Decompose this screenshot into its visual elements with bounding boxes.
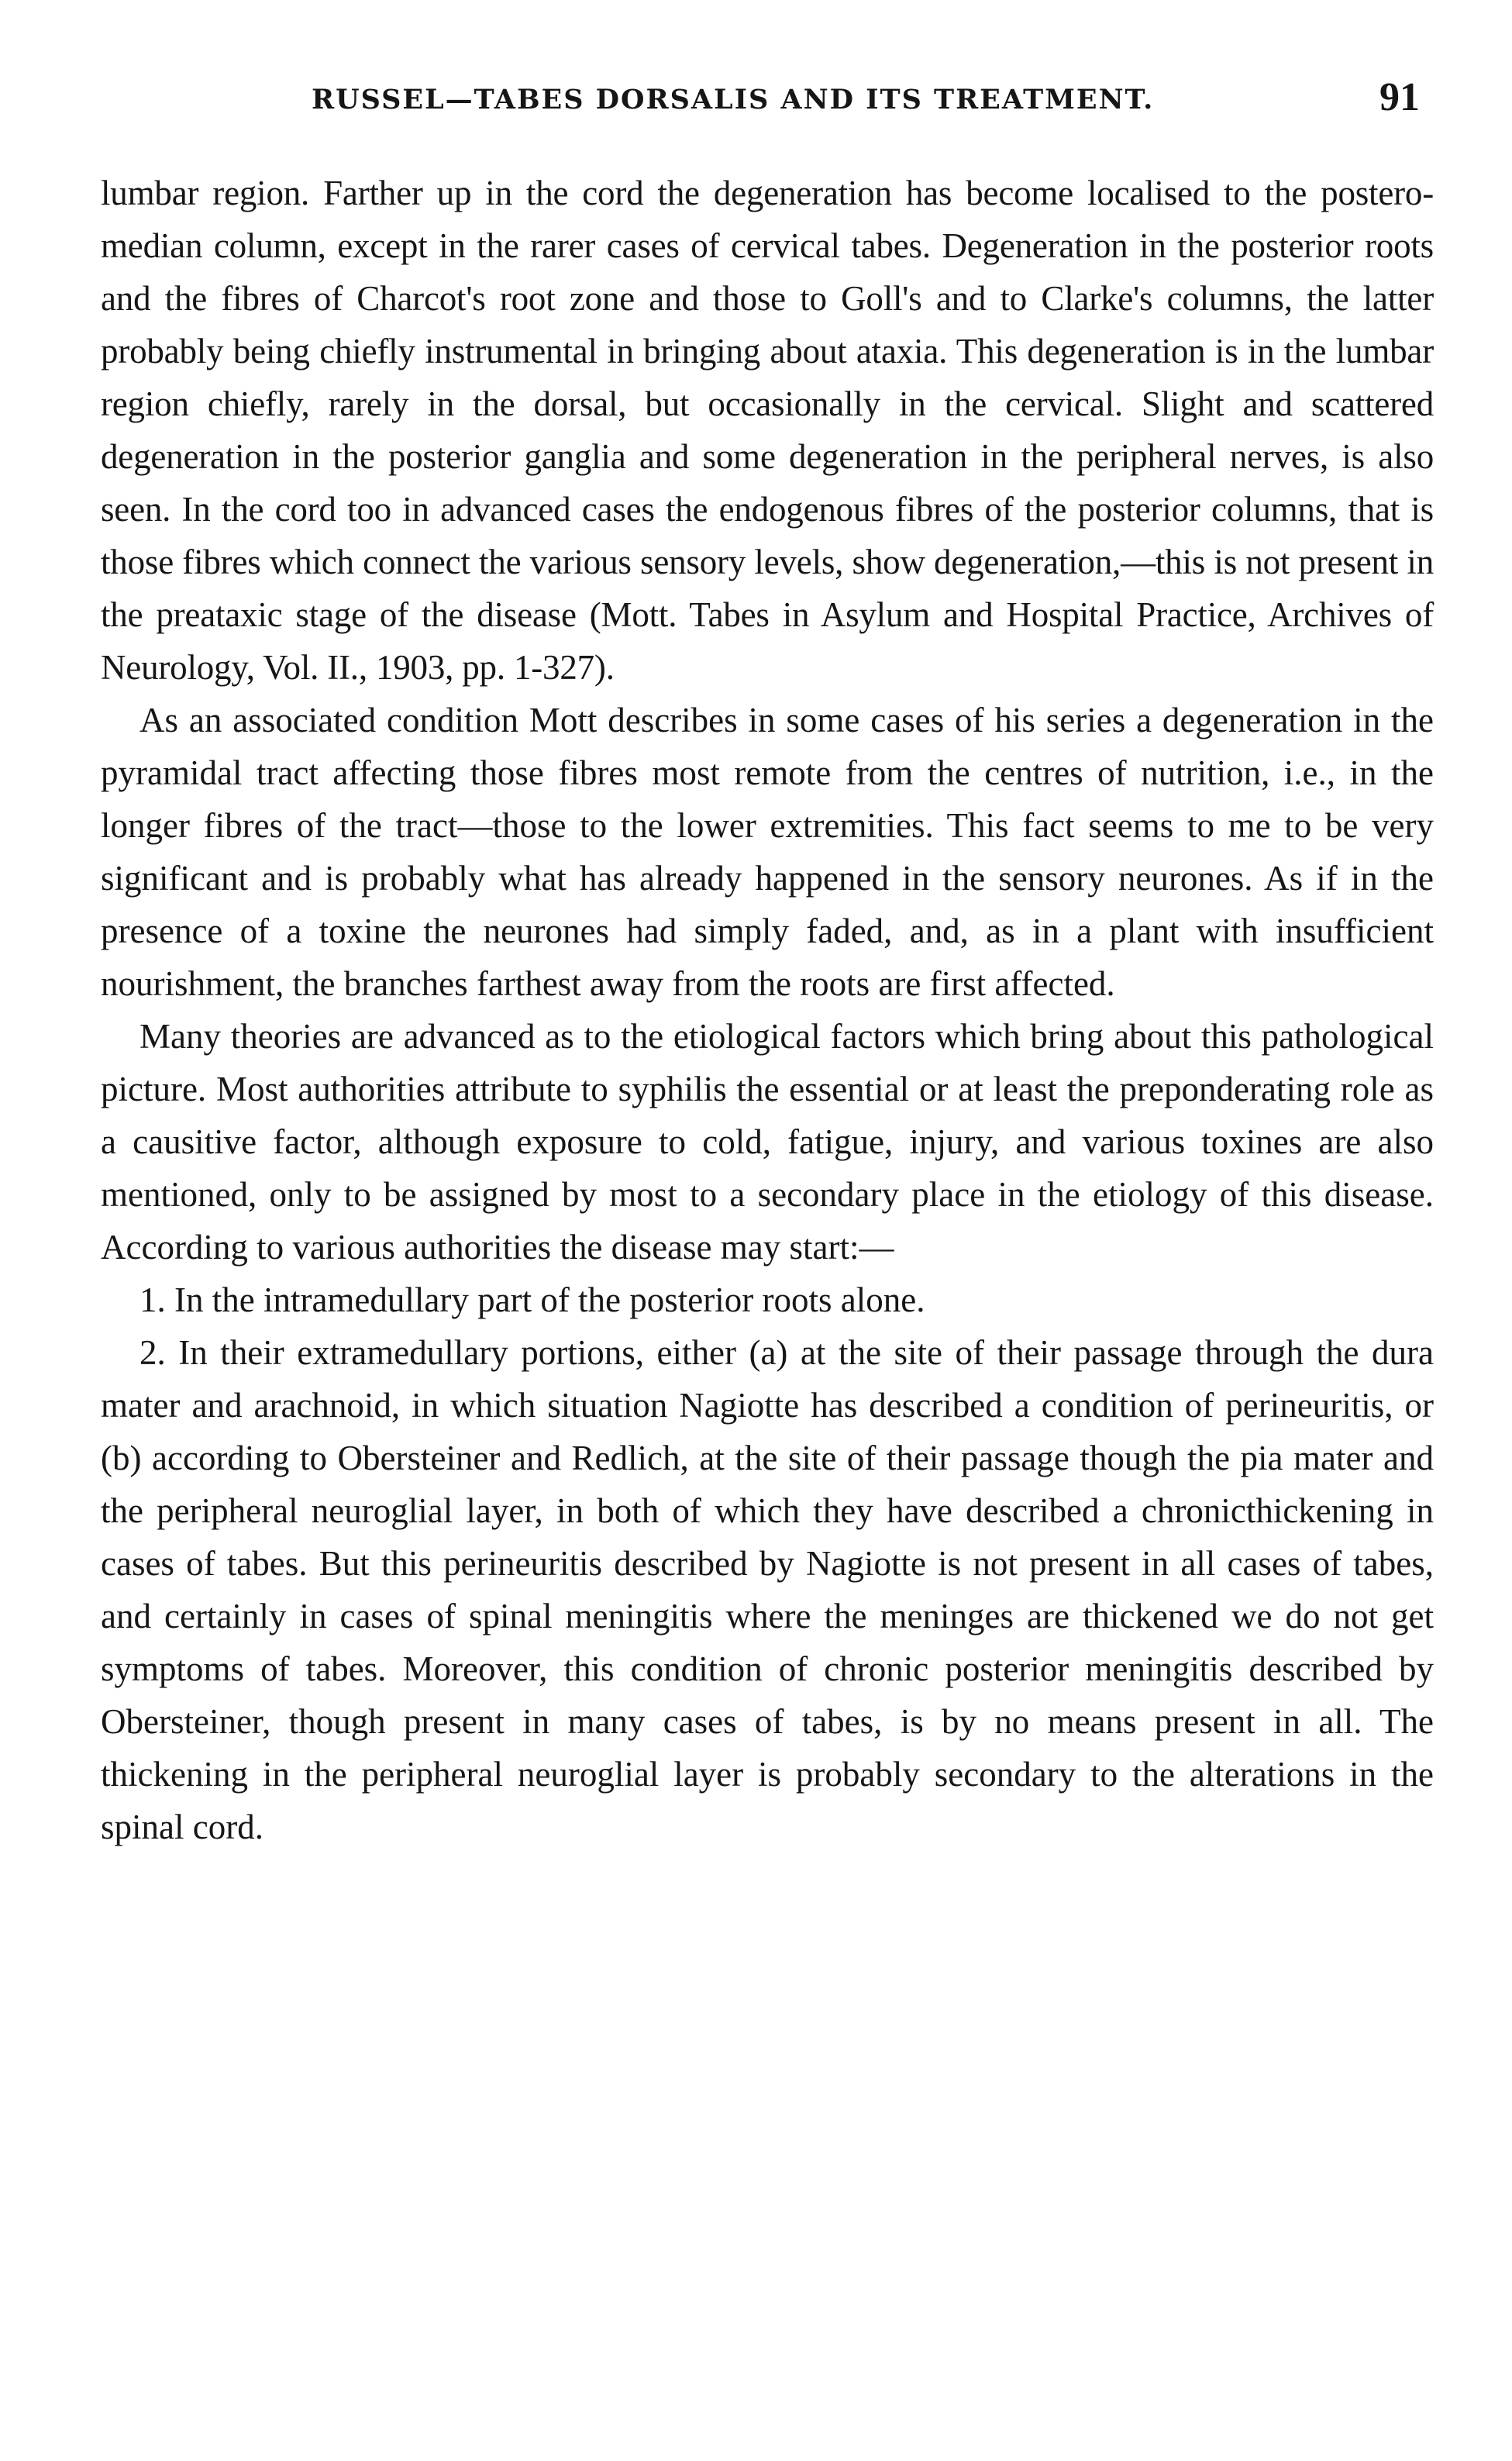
list-item-1: 1. In the intramedullary part of the posterior roots alone.: [139, 1280, 925, 1319]
running-title: RUSSEL—TABES DORSALIS AND ITS TREATMENT.: [312, 84, 1155, 115]
text-body: [101, 167, 1434, 1853]
running-head: [101, 74, 1434, 121]
paragraph-mott-pyramidal: As an associated condition Mott describes in some cases of his series a degeneration in the pyramidal tract affecting those fibres most remote from the centres of nutrition, i.e., in the longer fibres of the tract—those to the lower extremities. This fact seems to me to be very significant and is probably what has already happened in the sensory neurones. As if in the presence of a toxine the neurones had simply faded, and, as in a plant with insufficient nourishment, the branches farthest away from the roots are first affected.: [101, 701, 1434, 1003]
paragraph-etiology: Many theories are advanced as to the etiological factors which bring about this pathological picture. Most authorities attribute to syphilis the essential or at least the preponderating role as a causitive factor, although exposure to cold, fatigue, injury, and various toxines are also mentioned, only to be assigned by most to a secondary place in the etiology of this disease. According to various authorities the disease may start:—: [101, 1017, 1434, 1267]
page-number: 91: [1379, 75, 1420, 119]
paragraph-continuation: lumbar region. Farther up in the cord the degeneration has become localised to the postero-median column, except in the rarer cases of cervical tabes. Degeneration in the posterior roots and the fibres of Charcot's root zone and those to Goll's and to Clarke's columns, the latter probably being chiefly instrumental in bringing about ataxia. This degeneration is in the lumbar region chiefly, rarely in the dorsal, but occasionally in the cervical. Slight and scattered degeneration in the posterior ganglia and some degeneration in the peripheral nerves, is also seen. In the cord too in advanced cases the endogenous fibres of the posterior columns, that is those fibres which connect the various sensory levels, show degeneration,—this is not present in the preataxic stage of the disease (Mott. Tabes in Asylum and Hospital Practice, Archives of Neurology, Vol. II., 1903, pp. 1-327).: [101, 174, 1434, 687]
list-item-2: 2. In their extramedullary portions, either (a) at the site of their passage through the dura mater and arachnoid, in which situation Nagiotte has described a condition of perineuritis, or (b) according to Obersteiner and Redlich, at the site of their passage though the pia mater and the peripheral neuroglial layer, in both of which they have described a chronicthickening in cases of tabes. But this perineuritis described by Nagiotte is not present in all cases of tabes, and certainly in cases of spinal meningitis where the meninges are thickened we do not get symptoms of tabes. Moreover, this condition of chronic posterior meningitis described by Obersteiner, though present in many cases of tabes, is by no means present in all. The thickening in the peripheral neuroglial layer is probably secondary to the alterations in the spinal cord.: [101, 1333, 1434, 1846]
